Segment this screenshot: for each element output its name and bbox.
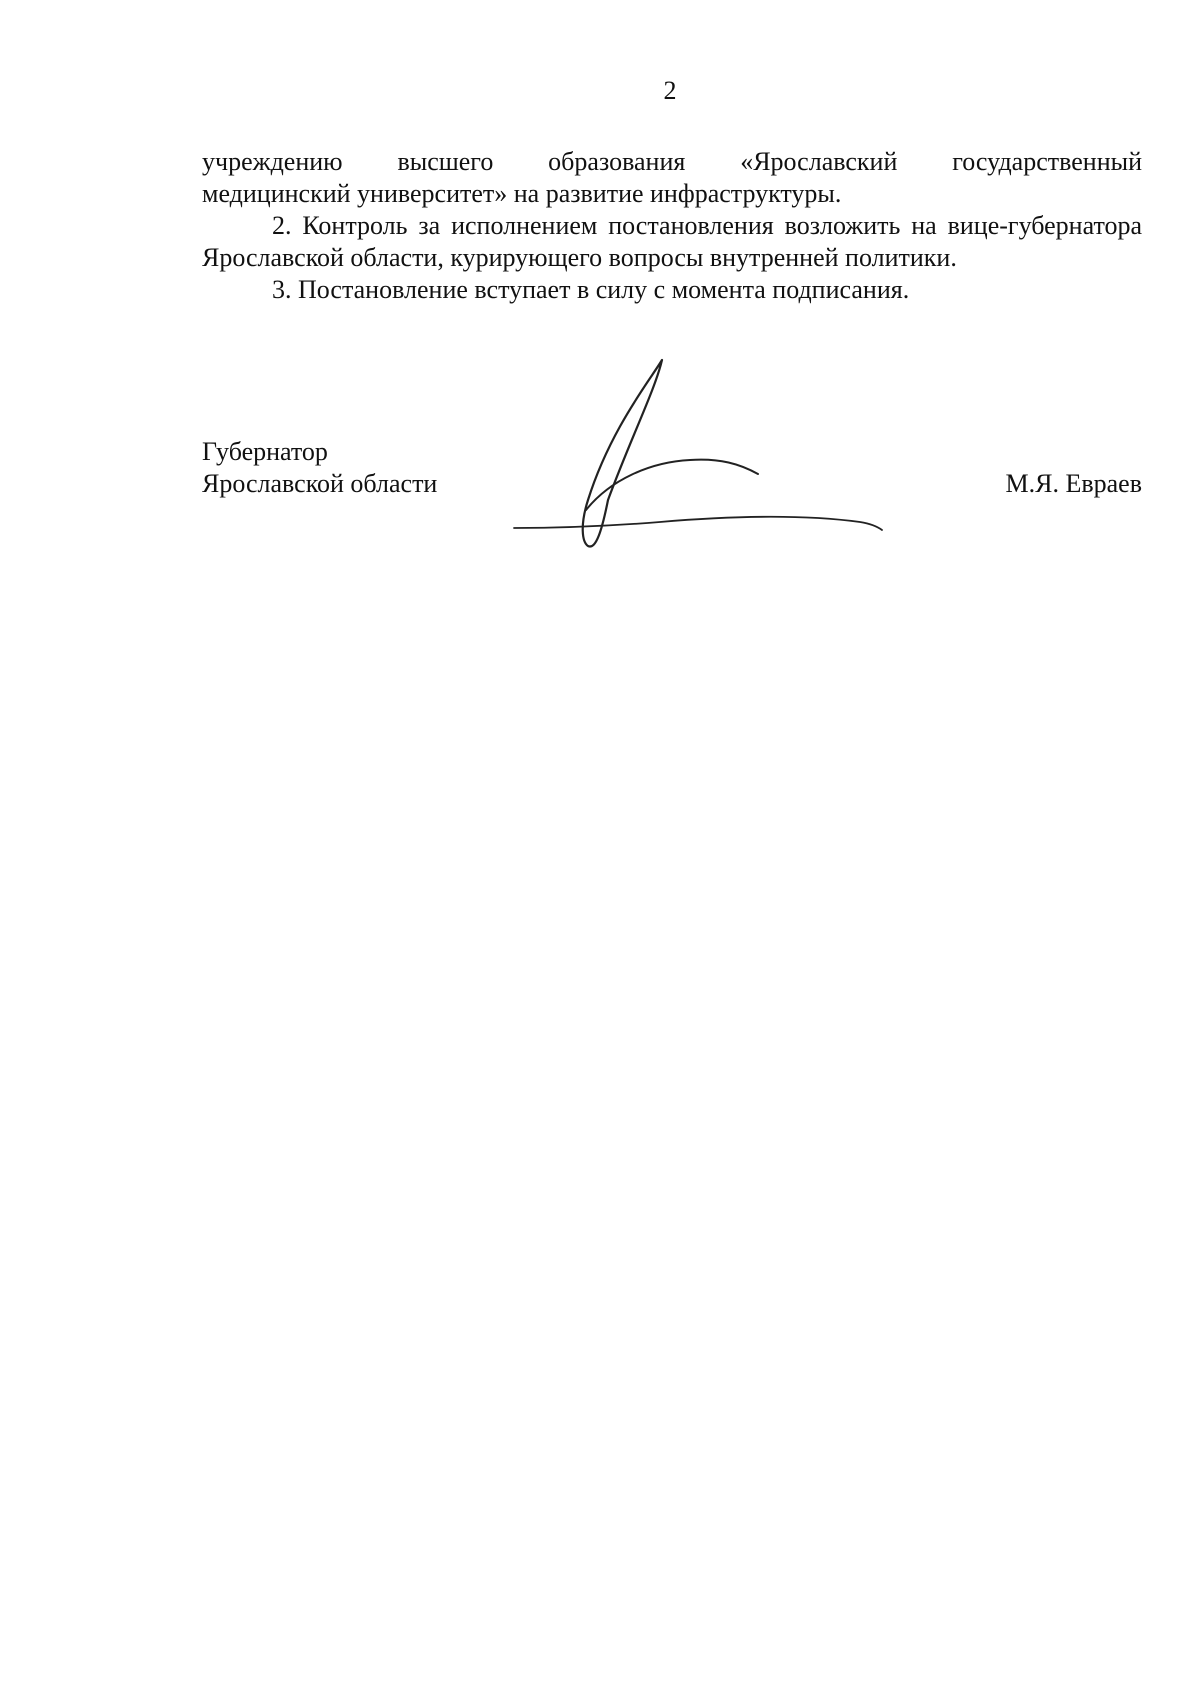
paragraph-effect: 3. Постановление вступает в силу с момента подписания. [272, 275, 910, 304]
signatory-position-line: Ярославской области [202, 469, 438, 498]
paragraph-control: 2. Контроль за исполнением постановления возложить на вице-губернатора Ярославской области, курирующего вопросы внутренней политики. [202, 211, 1142, 272]
paragraph-continuation [202, 146, 1142, 210]
handwritten-signature [500, 350, 920, 560]
signature-baseline-stroke [514, 517, 882, 530]
paragraph-line: медицинский университет» на развитие инфраструктуры. [202, 179, 842, 208]
signatory-position [202, 436, 437, 500]
signatory-position-line: Губернатор [202, 437, 328, 466]
page-number: 2 [663, 76, 677, 105]
paragraph-line: учреждению высшего образования «Ярославский государственный [202, 147, 1142, 176]
signatory-name: М.Я. Евраев [1005, 469, 1142, 498]
signature-loop-stroke [583, 360, 662, 547]
signature-arc-stroke [586, 460, 758, 510]
document-body [202, 146, 1142, 306]
